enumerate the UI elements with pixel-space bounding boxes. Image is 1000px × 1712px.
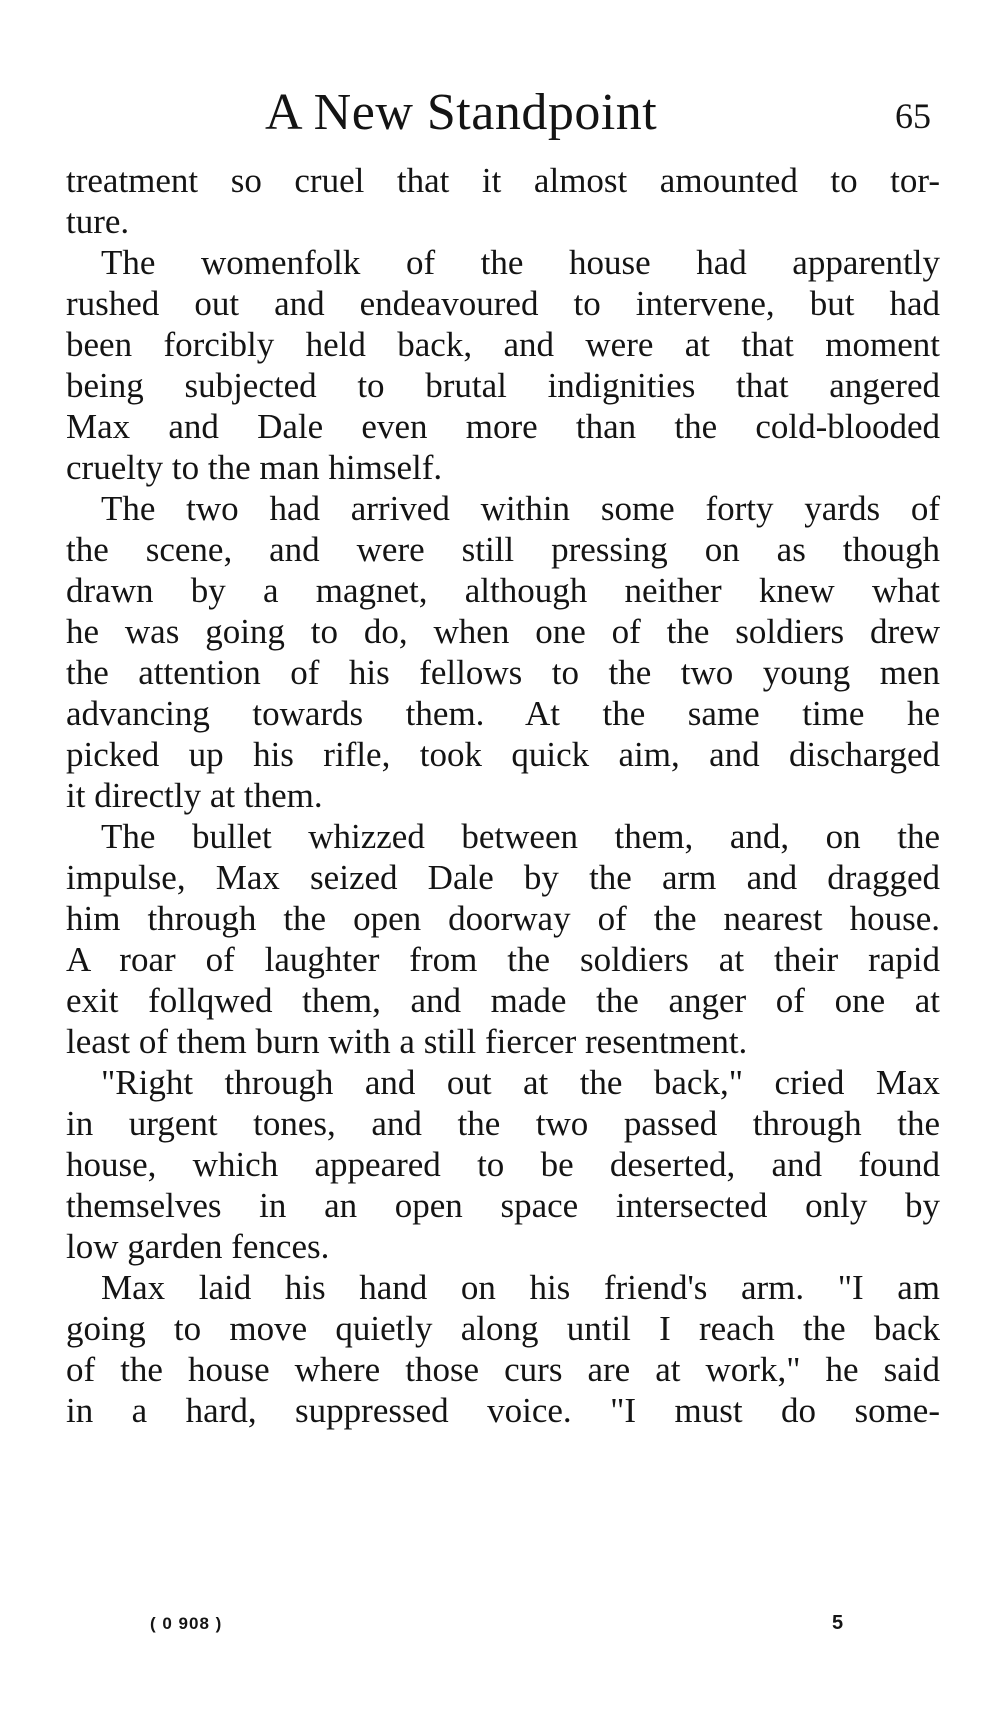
text-line: Max laid his hand on his friend's arm. "I am bbox=[101, 1268, 940, 1307]
running-title: A New Standpoint bbox=[265, 84, 658, 141]
running-head bbox=[0, 78, 1000, 148]
text-line: rushed out and endeavoured to intervene, but had bbox=[66, 284, 940, 323]
text-line: The two had arrived within some forty yards of bbox=[101, 489, 940, 528]
text-line: The womenfolk of the house had apparently bbox=[101, 243, 940, 282]
text-line: the attention of his fellows to the two young men bbox=[66, 653, 940, 692]
sheet-number: 5 bbox=[832, 1612, 844, 1634]
text-line: A roar of laughter from the soldiers at their rapid bbox=[66, 940, 940, 979]
text-line: ture. bbox=[66, 202, 130, 241]
text-line: house, which appeared to be deserted, and found bbox=[66, 1145, 940, 1184]
text-line: exit follqwed them, and made the anger of one at bbox=[66, 981, 940, 1020]
text-line: he was going to do, when one of the soldiers drew bbox=[66, 612, 940, 651]
text-line: in a hard, suppressed voice. "I must do some- bbox=[66, 1391, 940, 1430]
text-line: impulse, Max seized Dale by the arm and dragged bbox=[66, 858, 940, 897]
text-line: the scene, and were still pressing on as though bbox=[66, 530, 940, 569]
text-line: of the house where those curs are at work," he said bbox=[66, 1350, 940, 1389]
text-line: going to move quietly along until I reach the back bbox=[66, 1309, 940, 1348]
text-line: themselves in an open space intersected only by bbox=[66, 1186, 940, 1225]
signature-mark: ( 0 908 ) bbox=[150, 1614, 223, 1633]
page-number: 65 bbox=[895, 96, 931, 136]
text-line: least of them burn with a still fiercer resentment. bbox=[66, 1022, 748, 1061]
text-line: Max and Dale even more than the cold-blooded bbox=[66, 407, 940, 446]
text-line: picked up his rifle, took quick aim, and discharged bbox=[66, 735, 940, 774]
text-line: it directly at them. bbox=[66, 776, 323, 815]
text-line: low garden fences. bbox=[66, 1227, 330, 1266]
text-line: advancing towards them. At the same time he bbox=[66, 694, 940, 733]
text-line: him through the open doorway of the nearest house. bbox=[66, 899, 940, 938]
text-line: in urgent tones, and the two passed through the bbox=[66, 1104, 940, 1143]
text-line: "Right through and out at the back," cried Max bbox=[101, 1063, 940, 1102]
text-line: treatment so cruel that it almost amounted to tor- bbox=[66, 161, 940, 200]
text-line: been forcibly held back, and were at that moment bbox=[66, 325, 940, 364]
text-line: cruelty to the man himself. bbox=[66, 448, 443, 487]
text-line: being subjected to brutal indignities that angered bbox=[66, 366, 940, 405]
text-line: The bullet whizzed between them, and, on the bbox=[101, 817, 940, 856]
text-line: drawn by a magnet, although neither knew what bbox=[66, 571, 940, 610]
